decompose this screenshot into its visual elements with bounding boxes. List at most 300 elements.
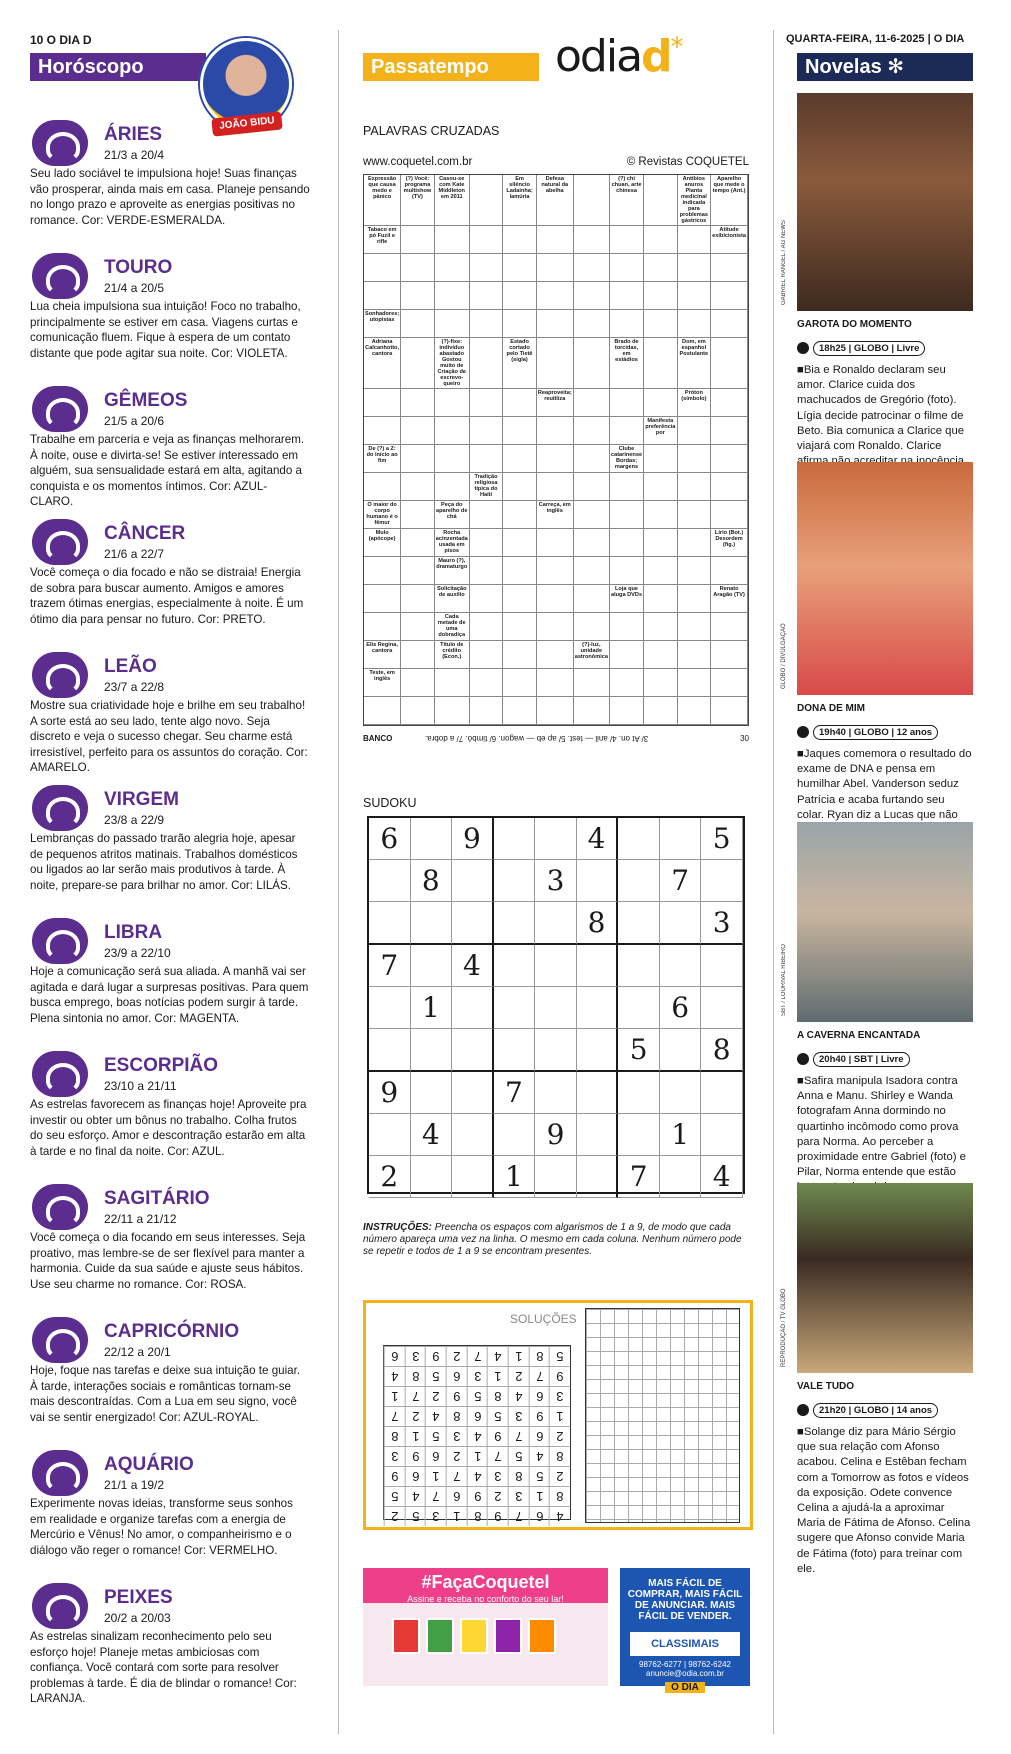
sudoku-cell[interactable] xyxy=(701,1114,743,1156)
crossword-cell[interactable] xyxy=(503,254,537,282)
crossword-cell[interactable] xyxy=(574,557,610,585)
crossword-cell[interactable] xyxy=(574,389,610,417)
crossword-cell[interactable] xyxy=(503,585,537,613)
crossword-cell[interactable] xyxy=(610,557,644,585)
crossword-cell[interactable] xyxy=(537,417,574,445)
sudoku-solution-grid xyxy=(383,1345,571,1524)
sudoku-cell[interactable]: 8 xyxy=(577,902,619,945)
crossword-clue: De (?) a Z: do início ao fim xyxy=(364,445,401,473)
bank-text: 3/ At on. 4/ anil — test. 5/ ap eb — wagon. 6/ timbó. 7/ a dobra. xyxy=(424,734,648,743)
crossword-cell[interactable] xyxy=(503,389,537,417)
sudoku-cell[interactable] xyxy=(494,860,536,902)
crossword-cell[interactable] xyxy=(537,669,574,697)
solution-cell: 8 xyxy=(487,1386,508,1406)
sign-name: SAGITÁRIO xyxy=(104,1188,210,1209)
sudoku-cell[interactable] xyxy=(535,987,577,1029)
crossword-cell[interactable] xyxy=(503,529,537,557)
sudoku-cell[interactable] xyxy=(494,945,536,987)
crossword-cell[interactable] xyxy=(470,254,504,282)
sudoku-cell[interactable] xyxy=(618,1114,660,1156)
novela-summary: ■Safira manipula Isadora contra Anna e Manu. Shirley e Wanda fotografam Anna dormindo no quartinho incômodo como prova para Norma. Ao perceber a proximidade entre Gabriel (foto) e Pilar, Norma entende que estão xyxy=(797,1075,966,1179)
sudoku-cell[interactable]: 1 xyxy=(411,987,453,1029)
crossword-cell[interactable] xyxy=(503,226,537,254)
novela-schedule xyxy=(797,1052,910,1067)
crossword-cell[interactable] xyxy=(435,226,470,254)
crossword-cell[interactable] xyxy=(470,641,504,669)
sudoku-cell[interactable] xyxy=(411,818,453,860)
sudoku-cell[interactable]: 3 xyxy=(535,860,577,902)
sudoku-cell[interactable]: 2 xyxy=(369,1156,411,1198)
crossword-cell[interactable] xyxy=(470,175,504,226)
crossword-cell[interactable] xyxy=(470,613,504,641)
sign-text: Mostre sua criatividade hoje e brilhe em seu trabalho! A sorte está ao seu lado, tente algo novo. Seja discreto e veja o sucesso chegar. Seu charme está irresistível, perfeito para os assuntos do coração. Cor: AMARELO. xyxy=(30,699,308,775)
solution-cell: 1 xyxy=(405,1426,426,1446)
crossword-cell[interactable] xyxy=(503,557,537,585)
crossword-cell[interactable] xyxy=(610,697,644,725)
sudoku-cell[interactable] xyxy=(494,1114,536,1156)
sudoku-cell[interactable]: 4 xyxy=(452,945,494,987)
sudoku-cell[interactable] xyxy=(452,1072,494,1114)
crossword-cell[interactable] xyxy=(503,445,537,473)
classimais-phone: 98762-6277 | 98762-6242 xyxy=(639,1660,731,1669)
sudoku-cell[interactable] xyxy=(660,1156,702,1198)
crossword-cell[interactable] xyxy=(435,669,470,697)
crossword-cell[interactable] xyxy=(435,417,470,445)
crossword-cell[interactable] xyxy=(644,473,678,501)
crossword-cell[interactable] xyxy=(711,501,748,529)
sudoku-cell[interactable] xyxy=(369,902,411,945)
crossword-cell[interactable] xyxy=(574,501,610,529)
crossword-cell[interactable] xyxy=(364,417,401,445)
crossword-cell[interactable] xyxy=(644,557,678,585)
crossword-cell[interactable] xyxy=(435,445,470,473)
sudoku-cell[interactable] xyxy=(577,860,619,902)
crossword-cell[interactable] xyxy=(401,338,435,389)
sign-dates: 23/9 a 22/10 xyxy=(104,946,171,960)
sudoku-cell[interactable] xyxy=(618,860,660,902)
crossword-cell[interactable] xyxy=(574,529,610,557)
crossword-cell[interactable] xyxy=(503,501,537,529)
sign-text: Seu lado sociável te impulsiona hoje! Suas finanças vão prosperar, ainda mais em casa. Planeje pensando no longo prazo e aproveite as energias positivas no romance. Cor: VERDE-ESMERALDA. xyxy=(30,167,310,227)
horoscope-sign xyxy=(30,1581,310,1714)
crossword-grid[interactable] xyxy=(363,174,749,726)
sudoku-cell[interactable] xyxy=(452,1114,494,1156)
crossword-cell[interactable] xyxy=(610,613,644,641)
crossword-cell[interactable] xyxy=(364,389,401,417)
crossword-cell[interactable] xyxy=(537,697,574,725)
crossword-cell[interactable] xyxy=(401,310,435,338)
crossword-cell[interactable] xyxy=(470,557,504,585)
crossword-cell[interactable] xyxy=(678,445,712,473)
sudoku-cell[interactable] xyxy=(452,860,494,902)
solution-cell: 2 xyxy=(405,1406,426,1426)
crossword-cell[interactable] xyxy=(537,282,574,310)
solution-cell: 4 xyxy=(529,1446,550,1466)
crossword-cell[interactable] xyxy=(364,613,401,641)
crossword-cell[interactable] xyxy=(711,282,748,310)
crossword-cell[interactable] xyxy=(644,310,678,338)
crossword-cell[interactable] xyxy=(364,585,401,613)
crossword-cell[interactable] xyxy=(711,389,748,417)
crossword-cell[interactable] xyxy=(470,282,504,310)
crossword-cell[interactable] xyxy=(644,445,678,473)
crossword-cell[interactable] xyxy=(711,697,748,725)
sudoku-cell[interactable] xyxy=(452,902,494,945)
crossword-cell[interactable] xyxy=(574,282,610,310)
sudoku-cell[interactable] xyxy=(577,1156,619,1198)
crossword-cell[interactable] xyxy=(610,669,644,697)
sudoku-grid[interactable] xyxy=(367,816,745,1194)
crossword-clue: Antibios anuros Planta medicinal indicada para problemas gástricos xyxy=(678,175,712,226)
crossword-cell[interactable] xyxy=(435,473,470,501)
sudoku-cell[interactable] xyxy=(577,1072,619,1114)
sudoku-cell[interactable] xyxy=(452,987,494,1029)
crossword-cell[interactable] xyxy=(644,338,678,389)
sudoku-cell[interactable] xyxy=(494,818,536,860)
sudoku-cell[interactable]: 4 xyxy=(701,1156,743,1198)
crossword-cell[interactable] xyxy=(503,613,537,641)
zodiac-icon xyxy=(32,918,88,964)
crossword-cell[interactable] xyxy=(470,669,504,697)
sign-dates: 21/5 a 20/6 xyxy=(104,414,165,428)
sudoku-cell[interactable] xyxy=(369,1114,411,1156)
sudoku-cell[interactable] xyxy=(660,945,702,987)
instructions-label: INSTRUÇÕES: xyxy=(363,1222,432,1233)
solution-cell: 4 xyxy=(549,1506,570,1526)
sudoku-cell[interactable] xyxy=(701,945,743,987)
crossword-cell[interactable] xyxy=(435,697,470,725)
sudoku-cell[interactable]: 5 xyxy=(618,1029,660,1072)
crossword-cell[interactable] xyxy=(401,697,435,725)
crossword-cell[interactable] xyxy=(401,254,435,282)
sudoku-cell[interactable] xyxy=(411,1029,453,1072)
schedule-pill: 18h25 | GLOBO | Livre xyxy=(813,341,925,356)
crossword-cell[interactable] xyxy=(610,254,644,282)
solution-cell: 3 xyxy=(425,1506,446,1526)
crossword-cell[interactable] xyxy=(401,445,435,473)
sudoku-cell[interactable] xyxy=(577,945,619,987)
crossword-cell[interactable] xyxy=(644,254,678,282)
crossword-cell[interactable] xyxy=(470,417,504,445)
crossword-cell[interactable] xyxy=(537,310,574,338)
crossword-cell[interactable] xyxy=(644,282,678,310)
crossword-cell[interactable] xyxy=(610,389,644,417)
crossword-cell[interactable] xyxy=(574,613,610,641)
crossword-cell[interactable] xyxy=(574,445,610,473)
crossword-cell[interactable] xyxy=(364,282,401,310)
crossword-cell[interactable] xyxy=(644,501,678,529)
sudoku-cell[interactable]: 7 xyxy=(369,945,411,987)
crossword-cell[interactable] xyxy=(678,613,712,641)
solution-cell: 5 xyxy=(549,1346,570,1366)
sudoku-cell[interactable] xyxy=(618,987,660,1029)
solution-cell: 8 xyxy=(529,1346,550,1366)
crossword-cell[interactable] xyxy=(537,641,574,669)
crossword-cell[interactable] xyxy=(435,282,470,310)
crossword-cell[interactable] xyxy=(574,226,610,254)
crossword-clue: Manifesta preferência por xyxy=(644,417,678,445)
crossword-cell[interactable] xyxy=(574,175,610,226)
horoscope-sign xyxy=(30,650,310,783)
crossword-cell[interactable] xyxy=(470,338,504,389)
sudoku-cell[interactable] xyxy=(535,1029,577,1072)
zodiac-icon xyxy=(32,120,88,166)
crossword-cell[interactable] xyxy=(711,338,748,389)
crossword-cell[interactable] xyxy=(401,282,435,310)
crossword-cell[interactable] xyxy=(435,389,470,417)
crossword-cell[interactable] xyxy=(470,697,504,725)
sudoku-cell[interactable] xyxy=(494,902,536,945)
novela-photo xyxy=(797,93,973,311)
crossword-cell[interactable] xyxy=(574,697,610,725)
crossword-cell[interactable] xyxy=(401,226,435,254)
sign-name: GÊMEOS xyxy=(104,390,188,411)
horoscope-sign xyxy=(30,384,310,517)
crossword-title: PALAVRAS CRUZADAS xyxy=(363,124,500,138)
sudoku-cell[interactable] xyxy=(411,1072,453,1114)
crossword-cell[interactable] xyxy=(678,226,712,254)
crossword-cell[interactable] xyxy=(678,473,712,501)
crossword-cell[interactable] xyxy=(711,473,748,501)
crossword-cell[interactable] xyxy=(711,417,748,445)
sudoku-cell[interactable] xyxy=(618,818,660,860)
sudoku-cell[interactable] xyxy=(452,1156,494,1198)
crossword-cell[interactable] xyxy=(678,310,712,338)
sudoku-cell[interactable] xyxy=(369,987,411,1029)
zodiac-icon xyxy=(32,386,88,432)
sudoku-cell[interactable] xyxy=(452,1029,494,1072)
sudoku-cell[interactable] xyxy=(701,987,743,1029)
sudoku-cell[interactable]: 4 xyxy=(411,1114,453,1156)
crossword-cell[interactable] xyxy=(711,669,748,697)
schedule-pill: 21h20 | GLOBO | 14 anos xyxy=(813,1403,938,1418)
crossword-cell[interactable] xyxy=(503,310,537,338)
crossword-cell[interactable] xyxy=(610,641,644,669)
magazine-thumbnail xyxy=(392,1618,420,1654)
sudoku-cell[interactable] xyxy=(411,902,453,945)
solution-cell: 8 xyxy=(446,1406,467,1426)
crossword-cell[interactable] xyxy=(610,282,644,310)
crossword-cell[interactable] xyxy=(644,641,678,669)
crossword-cell[interactable] xyxy=(678,557,712,585)
crossword-cell[interactable] xyxy=(678,669,712,697)
crossword-cell[interactable] xyxy=(470,445,504,473)
sudoku-cell[interactable] xyxy=(494,987,536,1029)
sudoku-cell[interactable] xyxy=(494,1029,536,1072)
crossword-cell[interactable] xyxy=(711,254,748,282)
sudoku-cell[interactable] xyxy=(535,1156,577,1198)
crossword-cell[interactable] xyxy=(678,585,712,613)
crossword-cell[interactable] xyxy=(401,389,435,417)
crossword-cell[interactable] xyxy=(364,697,401,725)
sudoku-cell[interactable] xyxy=(411,945,453,987)
crossword-cell[interactable] xyxy=(401,585,435,613)
crossword-cell[interactable] xyxy=(470,529,504,557)
crossword-cell[interactable] xyxy=(537,338,574,389)
crossword-cell[interactable] xyxy=(503,697,537,725)
sudoku-cell[interactable]: 6 xyxy=(369,818,411,860)
crossword-cell[interactable] xyxy=(401,669,435,697)
crossword-cell[interactable] xyxy=(610,501,644,529)
sudoku-cell[interactable]: 7 xyxy=(660,860,702,902)
crossword-cell[interactable] xyxy=(574,473,610,501)
crossword-cell[interactable] xyxy=(401,613,435,641)
sudoku-cell[interactable]: 3 xyxy=(701,902,743,945)
zodiac-icon xyxy=(32,1317,88,1363)
crossword-cell[interactable] xyxy=(401,473,435,501)
novela-photo xyxy=(797,462,973,695)
crossword-cell[interactable] xyxy=(364,473,401,501)
sudoku-cell[interactable] xyxy=(618,1072,660,1114)
crossword-cell[interactable] xyxy=(470,501,504,529)
crossword-cell[interactable] xyxy=(470,226,504,254)
crossword-cell[interactable] xyxy=(678,501,712,529)
sudoku-cell[interactable] xyxy=(369,860,411,902)
crossword-cell[interactable] xyxy=(364,254,401,282)
crossword-cell[interactable] xyxy=(401,529,435,557)
crossword-cell[interactable] xyxy=(711,557,748,585)
crossword-cell[interactable] xyxy=(401,417,435,445)
crossword-cell[interactable] xyxy=(537,529,574,557)
sudoku-cell[interactable]: 9 xyxy=(369,1072,411,1114)
crossword-cell[interactable] xyxy=(401,501,435,529)
crossword-cell[interactable] xyxy=(644,389,678,417)
crossword-cell[interactable] xyxy=(470,585,504,613)
crossword-cell[interactable] xyxy=(401,641,435,669)
crossword-cell[interactable] xyxy=(537,557,574,585)
coquetel-ad-subtitle: Assine e receba no conforto do seu lar! xyxy=(407,1594,564,1604)
crossword-cell[interactable] xyxy=(610,417,644,445)
crossword-cell[interactable] xyxy=(644,175,678,226)
crossword-cell[interactable] xyxy=(678,697,712,725)
crossword-cell[interactable] xyxy=(401,557,435,585)
sudoku-cell[interactable] xyxy=(535,818,577,860)
crossword-cell[interactable] xyxy=(503,669,537,697)
crossword-cell[interactable] xyxy=(610,529,644,557)
sudoku-cell[interactable] xyxy=(618,902,660,945)
crossword-cell[interactable] xyxy=(574,669,610,697)
crossword-cell[interactable] xyxy=(503,641,537,669)
sudoku-cell[interactable] xyxy=(660,1072,702,1114)
crossword-cell[interactable] xyxy=(470,389,504,417)
sudoku-cell[interactable]: 9 xyxy=(535,1114,577,1156)
sudoku-cell[interactable] xyxy=(660,902,702,945)
crossword-cell[interactable] xyxy=(503,417,537,445)
sign-name: VIRGEM xyxy=(104,789,179,810)
sudoku-cell[interactable] xyxy=(660,1029,702,1072)
crossword-cell[interactable] xyxy=(537,473,574,501)
crossword-cell[interactable] xyxy=(574,254,610,282)
sudoku-cell[interactable]: 4 xyxy=(577,818,619,860)
crossword-clue: Brado de torcidas, em estádios xyxy=(610,338,644,389)
solution-cell: 1 xyxy=(487,1366,508,1386)
crossword-cell[interactable] xyxy=(644,669,678,697)
crossword-cell[interactable] xyxy=(644,613,678,641)
sudoku-cell[interactable]: 7 xyxy=(618,1156,660,1198)
crossword-cell[interactable] xyxy=(610,473,644,501)
crossword-cell[interactable] xyxy=(711,310,748,338)
crossword-cell[interactable] xyxy=(644,585,678,613)
crossword-cell[interactable] xyxy=(711,445,748,473)
crossword-cell[interactable] xyxy=(537,226,574,254)
crossword-meta xyxy=(363,156,749,168)
crossword-cell[interactable] xyxy=(537,254,574,282)
sudoku-cell[interactable]: 5 xyxy=(701,818,743,860)
crossword-cell[interactable] xyxy=(470,310,504,338)
crossword-cell[interactable] xyxy=(537,585,574,613)
crossword-cell[interactable] xyxy=(537,613,574,641)
sudoku-cell[interactable]: 7 xyxy=(494,1072,536,1114)
crossword-cell[interactable] xyxy=(574,417,610,445)
sudoku-cell[interactable] xyxy=(577,1029,619,1072)
sudoku-cell[interactable]: 8 xyxy=(411,860,453,902)
sudoku-cell[interactable] xyxy=(535,902,577,945)
sign-name: TOURO xyxy=(104,257,173,278)
solutions-title: SOLUÇÕES xyxy=(510,1312,577,1326)
crossword-cell[interactable] xyxy=(678,282,712,310)
sudoku-cell[interactable] xyxy=(411,1156,453,1198)
crossword-cell[interactable] xyxy=(711,641,748,669)
crossword-cell[interactable] xyxy=(678,254,712,282)
sudoku-cell[interactable] xyxy=(701,860,743,902)
sign-text: Hoje, foque nas tarefas e deixe sua intuição te guiar. À tarde, interações sociais e românticas tornam-se mais descontraídas. Com a Lua em seu signo, você vai se sentir energizado! Cor: AZUL-ROYAL. xyxy=(30,1364,301,1424)
sudoku-cell[interactable] xyxy=(577,1114,619,1156)
sudoku-cell[interactable]: 6 xyxy=(660,987,702,1029)
sign-name: ÁRIES xyxy=(104,124,163,145)
sudoku-cell[interactable] xyxy=(701,1072,743,1114)
crossword-cell[interactable] xyxy=(610,226,644,254)
crossword-cell[interactable] xyxy=(435,254,470,282)
crossword-clue: Estado cortado pelo Tietê (sigla) xyxy=(503,338,537,389)
sudoku-cell[interactable] xyxy=(577,987,619,1029)
sudoku-cell[interactable] xyxy=(660,818,702,860)
classimais-ad[interactable] xyxy=(620,1568,750,1693)
crossword-clue: Teste, em inglês xyxy=(364,669,401,697)
crossword-cell[interactable] xyxy=(503,282,537,310)
sudoku-cell[interactable]: 1 xyxy=(494,1156,536,1198)
sudoku-cell[interactable] xyxy=(618,945,660,987)
sign-text: Lua cheia impulsiona sua intuição! Foco no trabalho, principalmente se estiver em casa. Viagens curtas e comunicação fluem. Fique à espera de um contato distante que pode agitar sua noite. Cor: VIOLETA. xyxy=(30,300,301,360)
crossword-cell[interactable] xyxy=(644,529,678,557)
crossword-cell[interactable] xyxy=(678,529,712,557)
solution-cell: 4 xyxy=(487,1346,508,1366)
classimais-slogan: MAIS FÁCIL DE COMPRAR, MAIS FÁCIL DE ANUNCIAR. MAIS FÁCIL DE VENDER. xyxy=(627,1578,743,1622)
crossword-cell[interactable] xyxy=(574,310,610,338)
sudoku-cell[interactable]: 8 xyxy=(701,1029,743,1072)
crossword-cell[interactable] xyxy=(678,417,712,445)
sudoku-cell[interactable]: 1 xyxy=(660,1114,702,1156)
crossword-cell[interactable] xyxy=(537,445,574,473)
crossword-cell[interactable] xyxy=(574,585,610,613)
sudoku-cell[interactable] xyxy=(369,1029,411,1072)
crossword-cell[interactable] xyxy=(574,338,610,389)
crossword-cell[interactable] xyxy=(711,613,748,641)
crossword-cell[interactable] xyxy=(678,641,712,669)
sudoku-cell[interactable] xyxy=(535,945,577,987)
sudoku-cell[interactable]: 9 xyxy=(452,818,494,860)
crossword-cell[interactable] xyxy=(435,310,470,338)
sudoku-cell[interactable] xyxy=(535,1072,577,1114)
crossword-clue: (?)-luz, unidade astronômica xyxy=(574,641,610,669)
solution-cell: 6 xyxy=(446,1366,467,1386)
crossword-cell[interactable] xyxy=(364,557,401,585)
crossword-cell[interactable] xyxy=(644,697,678,725)
crossword-cell[interactable] xyxy=(503,473,537,501)
solution-cell: 8 xyxy=(508,1466,529,1486)
solution-cell: 4 xyxy=(467,1466,488,1486)
crossword-cell[interactable] xyxy=(610,310,644,338)
crossword-cell[interactable] xyxy=(644,226,678,254)
